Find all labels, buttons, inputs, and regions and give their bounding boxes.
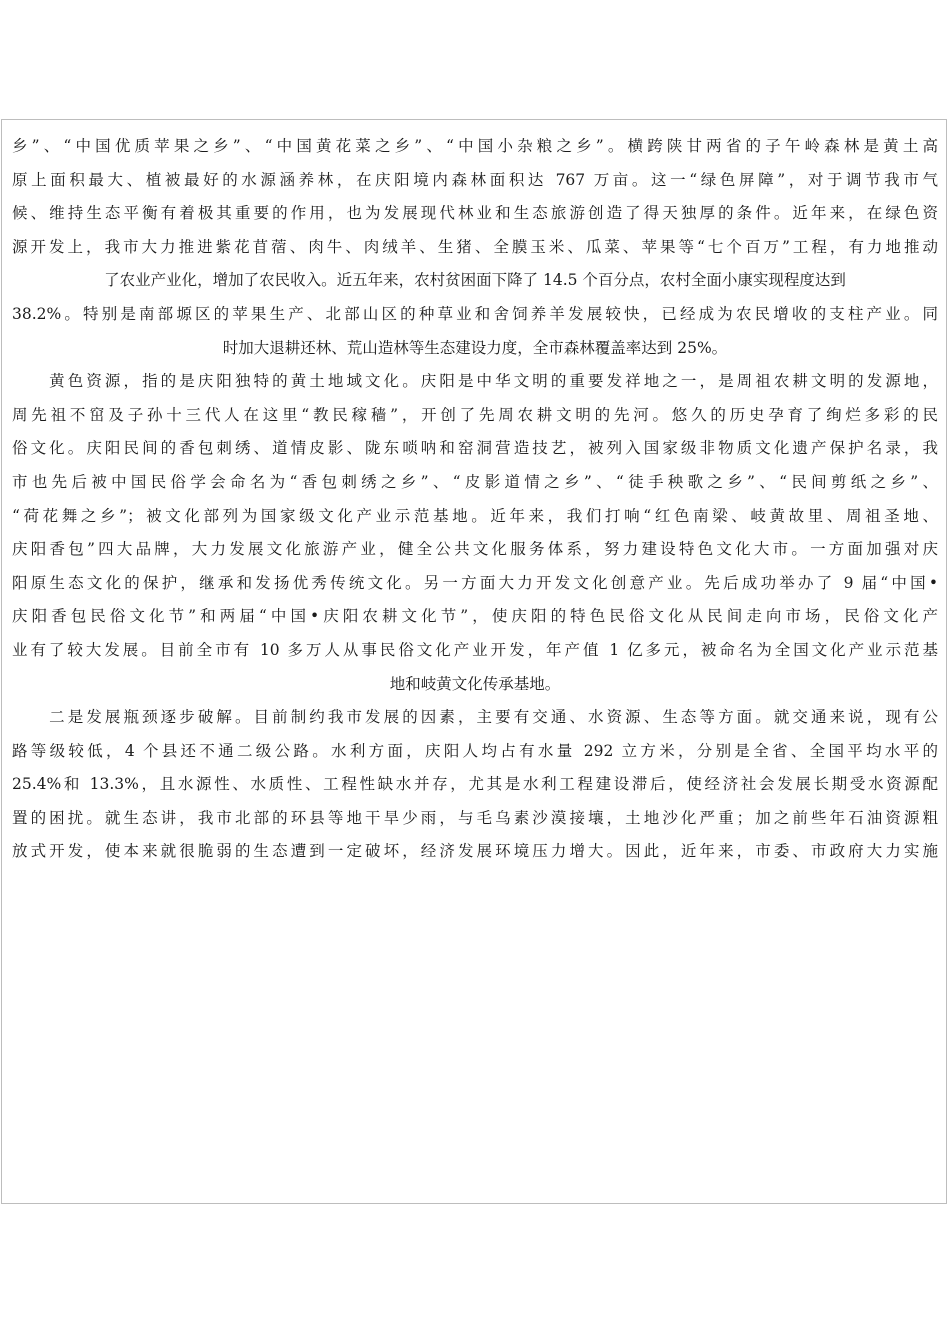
text-line: 周先祖不窋及子孙十三代人在这里“教民稼穑”，开创了先周农耕文明的先河。悠久的历史孕育了绚烂多彩的民 xyxy=(12,405,938,424)
text-line: 了农业产业化，增加了农民收入。近五年来，农村贫困面下降了 14.5 个百分点，农村全面小康实现程度达到 xyxy=(104,271,846,290)
text-line: 源开发上，我市大力推进紫花苜蓿、肉牛、肉绒羊、生猪、全膜玉米、瓜菜、苹果等“七个百万”工程，有力地推动 xyxy=(12,237,938,256)
text-line: 置的困扰。就生态讲，我市北部的环县等地干旱少雨，与毛乌素沙漠接壤，土地沙化严重；加之前些年石油资源粗 xyxy=(12,808,938,827)
text-line: 25.4%和 13.3%，且水源性、水质性、工程性缺水并存，尤其是水利工程建设滞后，使经济社会发展长期受水资源配 xyxy=(12,775,938,794)
text-line: 庆阳香包”四大品牌，大力发展文化旅游产业，健全公共文化服务体系，努力建设特色文化大市。一方面加强对庆 xyxy=(12,540,938,559)
paragraph-start-line: 黄色资源，指的是庆阳独特的黄土地域文化。庆阳是中华文明的重要发祥地之一，是周祖农耕文明的发源地， xyxy=(12,372,938,391)
text-line: 市也先后被中国民俗学会命名为“香包刺绣之乡”、“皮影道情之乡”、“徒手秧歌之乡”、“民间剪纸之乡”、 xyxy=(12,472,938,491)
text-line: 俗文化。庆阳民间的香包刺绣、道情皮影、陇东唢呐和窑洞营造技艺，被列入国家级非物质文化遗产保护名录，我 xyxy=(12,439,938,458)
document-body xyxy=(12,130,938,869)
paragraph-end-line: 地和岐黄文化传承基地。 xyxy=(389,674,561,693)
text-line: 候、维持生态平衡有着极其重要的作用，也为发展现代林业和生态旅游创造了得天独厚的条件。近年来，在绿色资 xyxy=(12,204,938,223)
text-line: 乡”、“中国优质苹果之乡”、“中国黄花菜之乡”、“中国小杂粮之乡”。横跨陕甘两省的子午岭森林是黄土高 xyxy=(12,137,938,155)
text-line: 阳原生态文化的保护，继承和发扬优秀传统文化。另一方面大力开发文化创意产业。先后成功举办了 9 届“中国• xyxy=(12,573,938,592)
paragraph-end-line: 时加大退耕还林、荒山造林等生态建设力度，全市森林覆盖率达到 25%。 xyxy=(222,338,728,357)
text-line: 庆阳香包民俗文化节”和两届“中国•庆阳农耕文化节”，使庆阳的特色民俗文化从民间走向市场，民俗文化产 xyxy=(12,607,938,626)
text-line: “荷花舞之乡”；被文化部列为国家级文化产业示范基地。近年来，我们打响“红色南梁、岐黄故里、周祖圣地、 xyxy=(12,506,938,525)
text-line: 原上面积最大、植被最好的水源涵养林，在庆阳境内森林面积达 767 万亩。这一“绿色屏障”，对于调节我市气 xyxy=(12,170,938,189)
text-line: 38.2%。特别是南部塬区的苹果生产、北部山区的种草业和舍饲养羊发展较快，已经成为农民增收的支柱产业。同 xyxy=(12,304,938,323)
text-line: 路等级较低，4 个县还不通二级公路。水利方面，庆阳人均占有水量 292 立方米，分别是全省、全国平均水平的 xyxy=(12,741,938,760)
paragraph-start-line: 二是发展瓶颈逐步破解。目前制约我市发展的因素，主要有交通、水资源、生态等方面。就交通来说，现有公 xyxy=(12,708,938,727)
text-line: 业有了较大发展。目前全市有 10 多万人从事民俗文化产业开发，年产值 1 亿多元，被命名为全国文化产业示范基 xyxy=(12,640,938,659)
text-line: 放式开发，使本来就很脆弱的生态遭到一定破坏，经济发展环境压力增大。因此，近年来，市委、市政府大力实施 xyxy=(12,842,938,861)
